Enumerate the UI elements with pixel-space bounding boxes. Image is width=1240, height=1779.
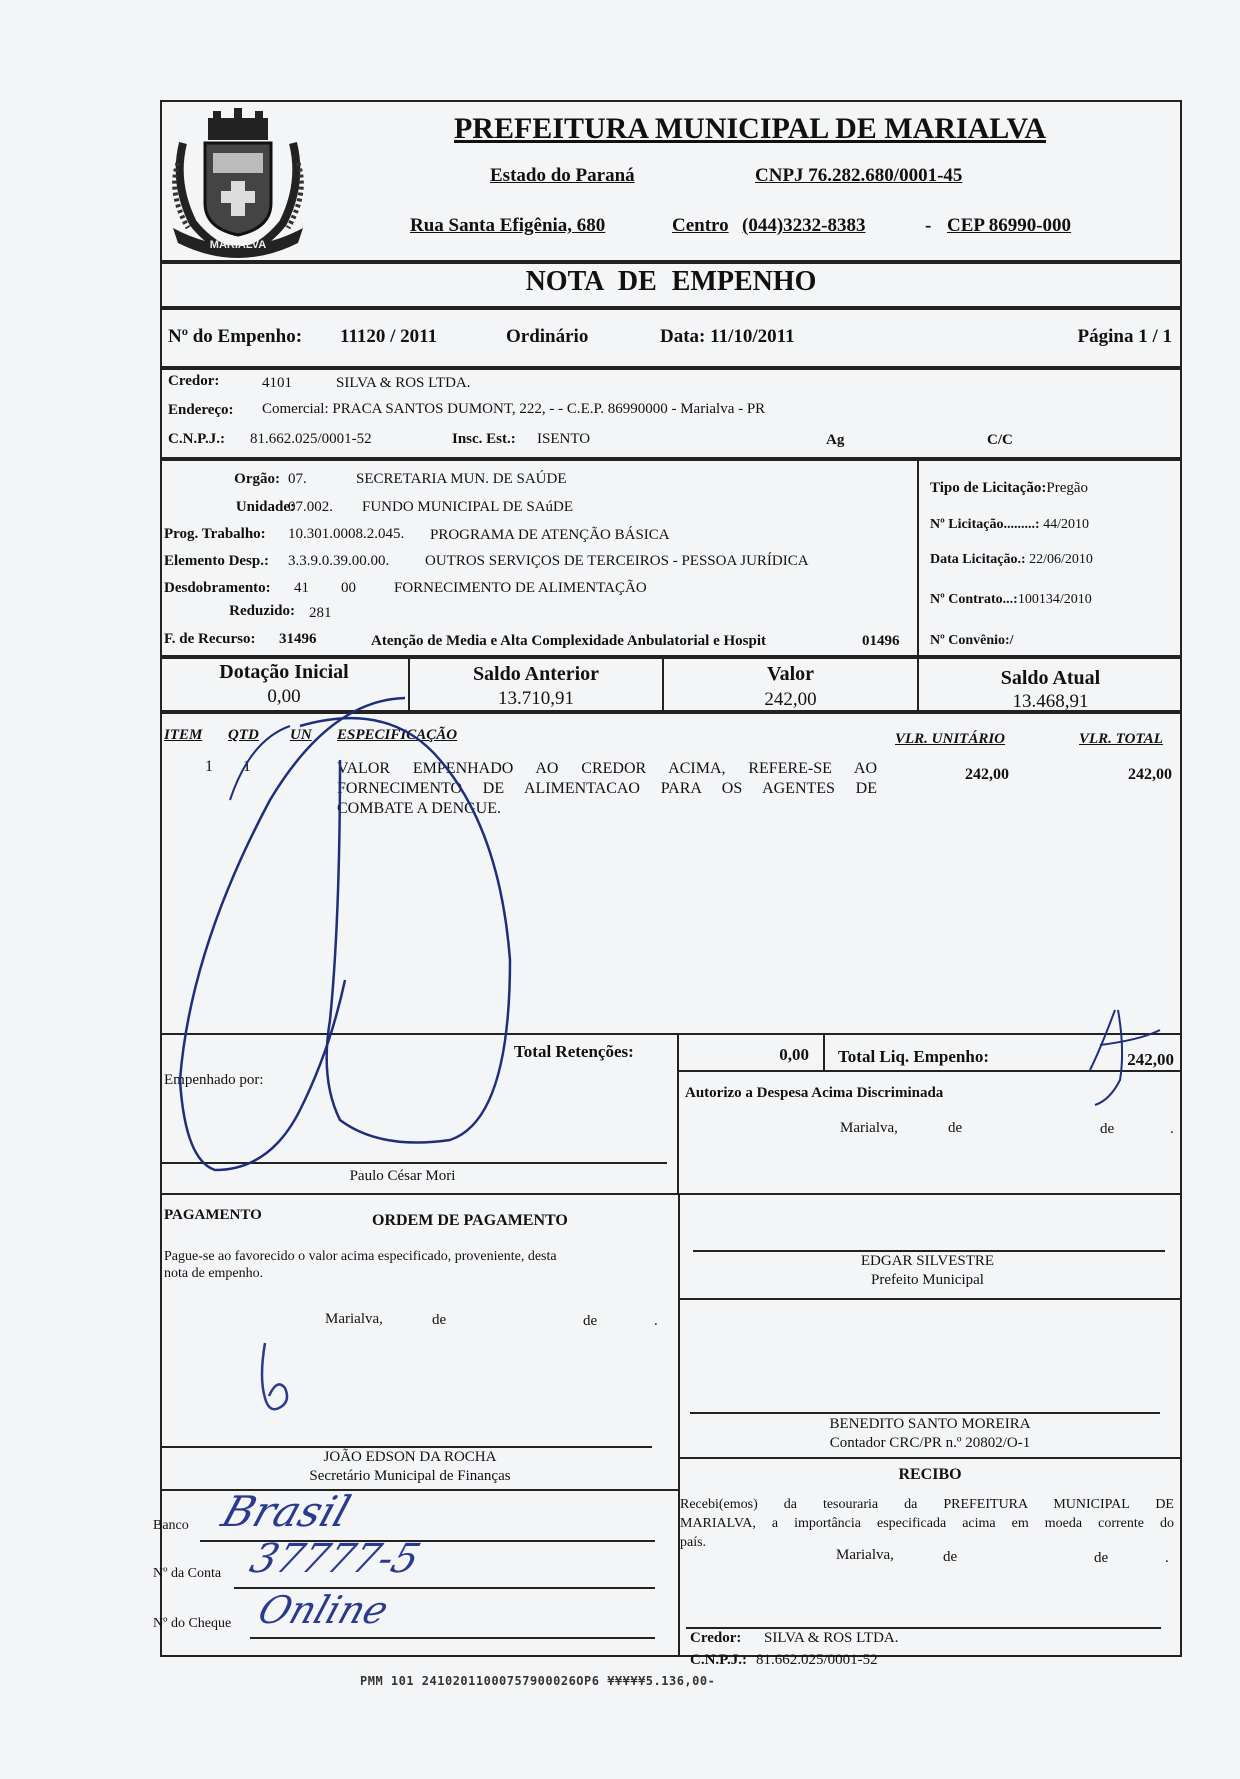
rec-code: 31496: [279, 631, 317, 647]
banco-handwritten: Brasil: [216, 1487, 357, 1536]
orgao-label: Orgão:: [234, 471, 280, 487]
credor-cnpj: 81.662.025/0001-52: [250, 431, 372, 447]
document-title: NOTA DE EMPENHO: [525, 266, 817, 297]
cc-label: C/C: [987, 432, 1013, 448]
prog-code: 10.301.0008.2.045.: [288, 526, 405, 542]
dotacao-value: 0,00: [267, 686, 301, 707]
secretario-role: Secretário Municipal de Finanças: [309, 1468, 511, 1484]
empenhado-label: Empenhado por:: [164, 1072, 264, 1088]
banco-label: Banco: [153, 1518, 189, 1533]
credor-insc: ISENTO: [537, 431, 591, 447]
prefeito-section-divider: [678, 1298, 1182, 1300]
liq-empenho-label: Total Liq. Empenho:: [838, 1047, 989, 1066]
empenho-label: Nº do Empenho:: [168, 326, 303, 347]
svg-text:G: G: [255, 1338, 256, 1339]
prefeito-role: Prefeito Municipal: [871, 1272, 984, 1288]
insc-label: Insc. Est.:: [452, 431, 516, 447]
recibo-de-2: de: [1094, 1550, 1109, 1566]
pag-city: Marialva,: [325, 1311, 383, 1327]
recibo-credor-label: Credor:: [690, 1630, 742, 1646]
liq-empenho-value: 242,00: [1127, 1050, 1174, 1069]
footer-code: PMM 101 24102011000757900026OP6 ¥¥¥¥¥5.136,00-: [360, 1674, 716, 1688]
rec-label: F. de Recurso:: [164, 631, 256, 647]
header-state: Estado do Paraná: [490, 165, 635, 186]
signature-divider: [677, 1070, 679, 1195]
pagamento-title: PAGAMENTO: [164, 1207, 262, 1223]
col-un: UN: [290, 727, 312, 743]
retencoes-label: Total Retenções:: [514, 1042, 634, 1061]
saldo-atual-value: 13.468,91: [1012, 691, 1089, 712]
empenho-type: Ordinário: [506, 326, 589, 347]
pague-text-1: Pague-se ao favorecido o valor acima especificado, proveniente, desta: [164, 1249, 557, 1264]
reduz-value: 281: [309, 605, 332, 621]
saldo-anterior-value: 13.710,91: [498, 688, 574, 709]
ag-label: Ag: [826, 432, 845, 448]
header-cep: CEP 86990-000: [947, 215, 1072, 236]
elem-code: 3.3.9.0.39.00.00.: [288, 553, 390, 569]
data-licitacao: Data Licitação.: 22/06/2010: [930, 552, 1093, 567]
pague-text-2: nota de empenho.: [164, 1266, 264, 1281]
auth-de-2: de: [1100, 1121, 1115, 1137]
col-vlr-total: VLR. TOTAL: [1079, 731, 1163, 747]
totals-div-b: [823, 1035, 825, 1070]
cheque-label: Nº do Cheque: [153, 1616, 232, 1631]
col-vlr-unitario: VLR. UNITÁRIO: [895, 731, 1006, 747]
credor-label: Credor:: [168, 373, 220, 389]
prefeito-name: EDGAR SILVESTRE: [860, 1253, 995, 1269]
header-district: Centro: [672, 215, 729, 236]
recibo-text-1: Recebi(emos) da tesouraria da PREFEITURA MUNICIPAL DE: [680, 1497, 1174, 1512]
valor-label: Valor: [766, 663, 815, 685]
col-especificacao: ESPECIFICAÇÃO: [337, 727, 458, 743]
budget-divider: [917, 459, 919, 657]
credor-code: 4101: [262, 375, 292, 391]
header-phone: (044)3232-8383: [742, 215, 866, 236]
retencoes-value: 0,00: [779, 1045, 809, 1064]
pag-de-1: de: [432, 1312, 447, 1328]
header-title: PREFEITURA MUNICIPAL DE MARIALVA: [453, 112, 1047, 145]
empenho-date: Data: 11/10/2011: [660, 326, 795, 347]
saldo-atual-label: Saldo Atual: [1000, 667, 1101, 689]
pag-dot: .: [654, 1313, 658, 1329]
item-total-value: 242,00: [1128, 766, 1172, 783]
header-separator: -: [925, 215, 932, 236]
prog-label: Prog. Trabalho:: [164, 526, 266, 542]
conta-handwritten: 37777-5: [244, 1536, 426, 1582]
unidade-label: Unidade:: [235, 499, 295, 515]
cnpj-label: C.N.P.J.:: [168, 431, 225, 447]
svg-text:MARIALVA: MARIALVA: [209, 239, 267, 251]
col-item: ITEM: [164, 727, 203, 743]
num-convenio: Nº Convênio:/: [930, 633, 1014, 648]
handwritten-initial: [255, 1338, 305, 1438]
unidade-name: FUNDO MUNICIPAL DE SAúDE: [362, 499, 573, 515]
header-cnpj: CNPJ 76.282.680/0001-45: [755, 165, 963, 186]
contador-role: Contador CRC/PR n.º 20802/O-1: [829, 1435, 1031, 1451]
num-contrato: Nº Contrato...:100134/2010: [930, 592, 1092, 607]
elem-label: Elemento Desp.:: [164, 553, 269, 569]
empenhado-signature-line: [160, 1162, 667, 1164]
header-address: Rua Santa Efigênia, 680: [410, 215, 606, 236]
secretario-signature-line: [160, 1446, 652, 1448]
recibo-credor-name: SILVA & ROS LTDA.: [764, 1630, 899, 1646]
credor-name: SILVA & ROS LTDA.: [336, 375, 471, 391]
empenho-page: Página 1 / 1: [1077, 326, 1172, 347]
recibo-text-2: MARIALVA, a importância especificada acima em moeda corrente do: [680, 1516, 1174, 1531]
recibo-dot: .: [1165, 1550, 1169, 1566]
item-unit-value: 242,00: [965, 766, 1009, 783]
valor-value: 242,00: [764, 689, 817, 710]
item-desc-line1: VALOR EMPENHADO AO CREDOR ACIMA, REFERE-SE AO: [337, 760, 877, 777]
recibo-cnpj-value: 81.662.025/0001-52: [756, 1652, 878, 1668]
unidade-code: 07.002.: [288, 499, 333, 515]
num-licitacao: Nº Licitação.........: 44/2010: [930, 517, 1089, 532]
item-desc-line3: COMBATE A DENGUE.: [337, 800, 502, 817]
recibo-title: RECIBO: [898, 1466, 962, 1483]
item-desc-line2: FORNECIMENTO DE ALIMENTACAO PARA OS AGENTES DE: [337, 780, 877, 797]
totals-right: [1180, 1035, 1182, 1070]
recibo-cnpj-label: C.N.P.J.:: [690, 1652, 747, 1668]
recibo-signature-line: [686, 1627, 1161, 1629]
desd-code1: 41: [294, 580, 309, 596]
conta-label: Nº da Conta: [153, 1566, 222, 1581]
cheque-line: [250, 1637, 655, 1639]
ordem-pagamento-title: ORDEM DE PAGAMENTO: [372, 1212, 568, 1229]
credor-address: Comercial: PRACA SANTOS DUMONT, 222, - - C.E.P. 86990000 - Marialva - PR: [262, 401, 766, 417]
pag-de-2: de: [583, 1313, 598, 1329]
desd-name: FORNECIMENTO DE ALIMENTAÇÃO: [394, 580, 647, 596]
prog-name: PROGRAMA DE ATENÇÃO BÁSICA: [430, 527, 670, 543]
municipal-crest-icon: [163, 103, 313, 258]
recibo-text-3: país.: [680, 1535, 707, 1550]
contador-signature-line: [690, 1412, 1160, 1414]
rec-code2: 01496: [862, 633, 900, 649]
desd-label: Desdobramento:: [164, 580, 271, 596]
rec-name: Atenção de Media e Alta Complexidade Anbulatorial e Hospit: [371, 633, 766, 649]
recibo-text: [680, 1495, 1174, 1552]
orgao-name: SECRETARIA MUN. DE SAÚDE: [356, 471, 567, 487]
orgao-code: 07.: [288, 471, 307, 487]
recibo-city: Marialva,: [836, 1547, 894, 1563]
autorizo-label: Autorizo a Despesa Acima Discriminada: [685, 1085, 944, 1101]
empenho-number: 11120 / 2011: [340, 326, 438, 347]
item-qtd: 1: [243, 758, 251, 775]
col-qtd: QTD: [228, 727, 259, 743]
secretario-name: JOÃO EDSON DA ROCHA: [323, 1449, 497, 1465]
prefeito-signature-line: [693, 1250, 1165, 1252]
item-description: [337, 759, 877, 819]
contador-name: BENEDITO SANTO MOREIRA: [829, 1416, 1031, 1432]
contador-section-divider: [678, 1457, 1182, 1459]
auth-city: Marialva,: [840, 1120, 898, 1136]
address-label: Endereço:: [168, 402, 234, 418]
saldo-anterior-label: Saldo Anterior: [472, 663, 600, 685]
recibo-de-1: de: [943, 1549, 958, 1565]
desd-code2: 00: [341, 580, 356, 596]
elem-name: OUTROS SERVIÇOS DE TERCEIROS - PESSOA JURÍDICA: [425, 553, 809, 569]
cheque-handwritten: Online: [252, 1588, 395, 1632]
reduz-label: Reduzido:: [229, 603, 295, 619]
auth-de-1: de: [948, 1120, 963, 1136]
auth-dot: .: [1170, 1121, 1174, 1137]
tipo-licitacao: Tipo de Licitação:Pregão: [930, 480, 1089, 496]
empenhado-name: Paulo César Mori: [349, 1168, 456, 1184]
totals-left: [160, 1035, 162, 1070]
item-number: 1: [205, 758, 213, 775]
dotacao-label: Dotação Inicial: [219, 661, 349, 683]
